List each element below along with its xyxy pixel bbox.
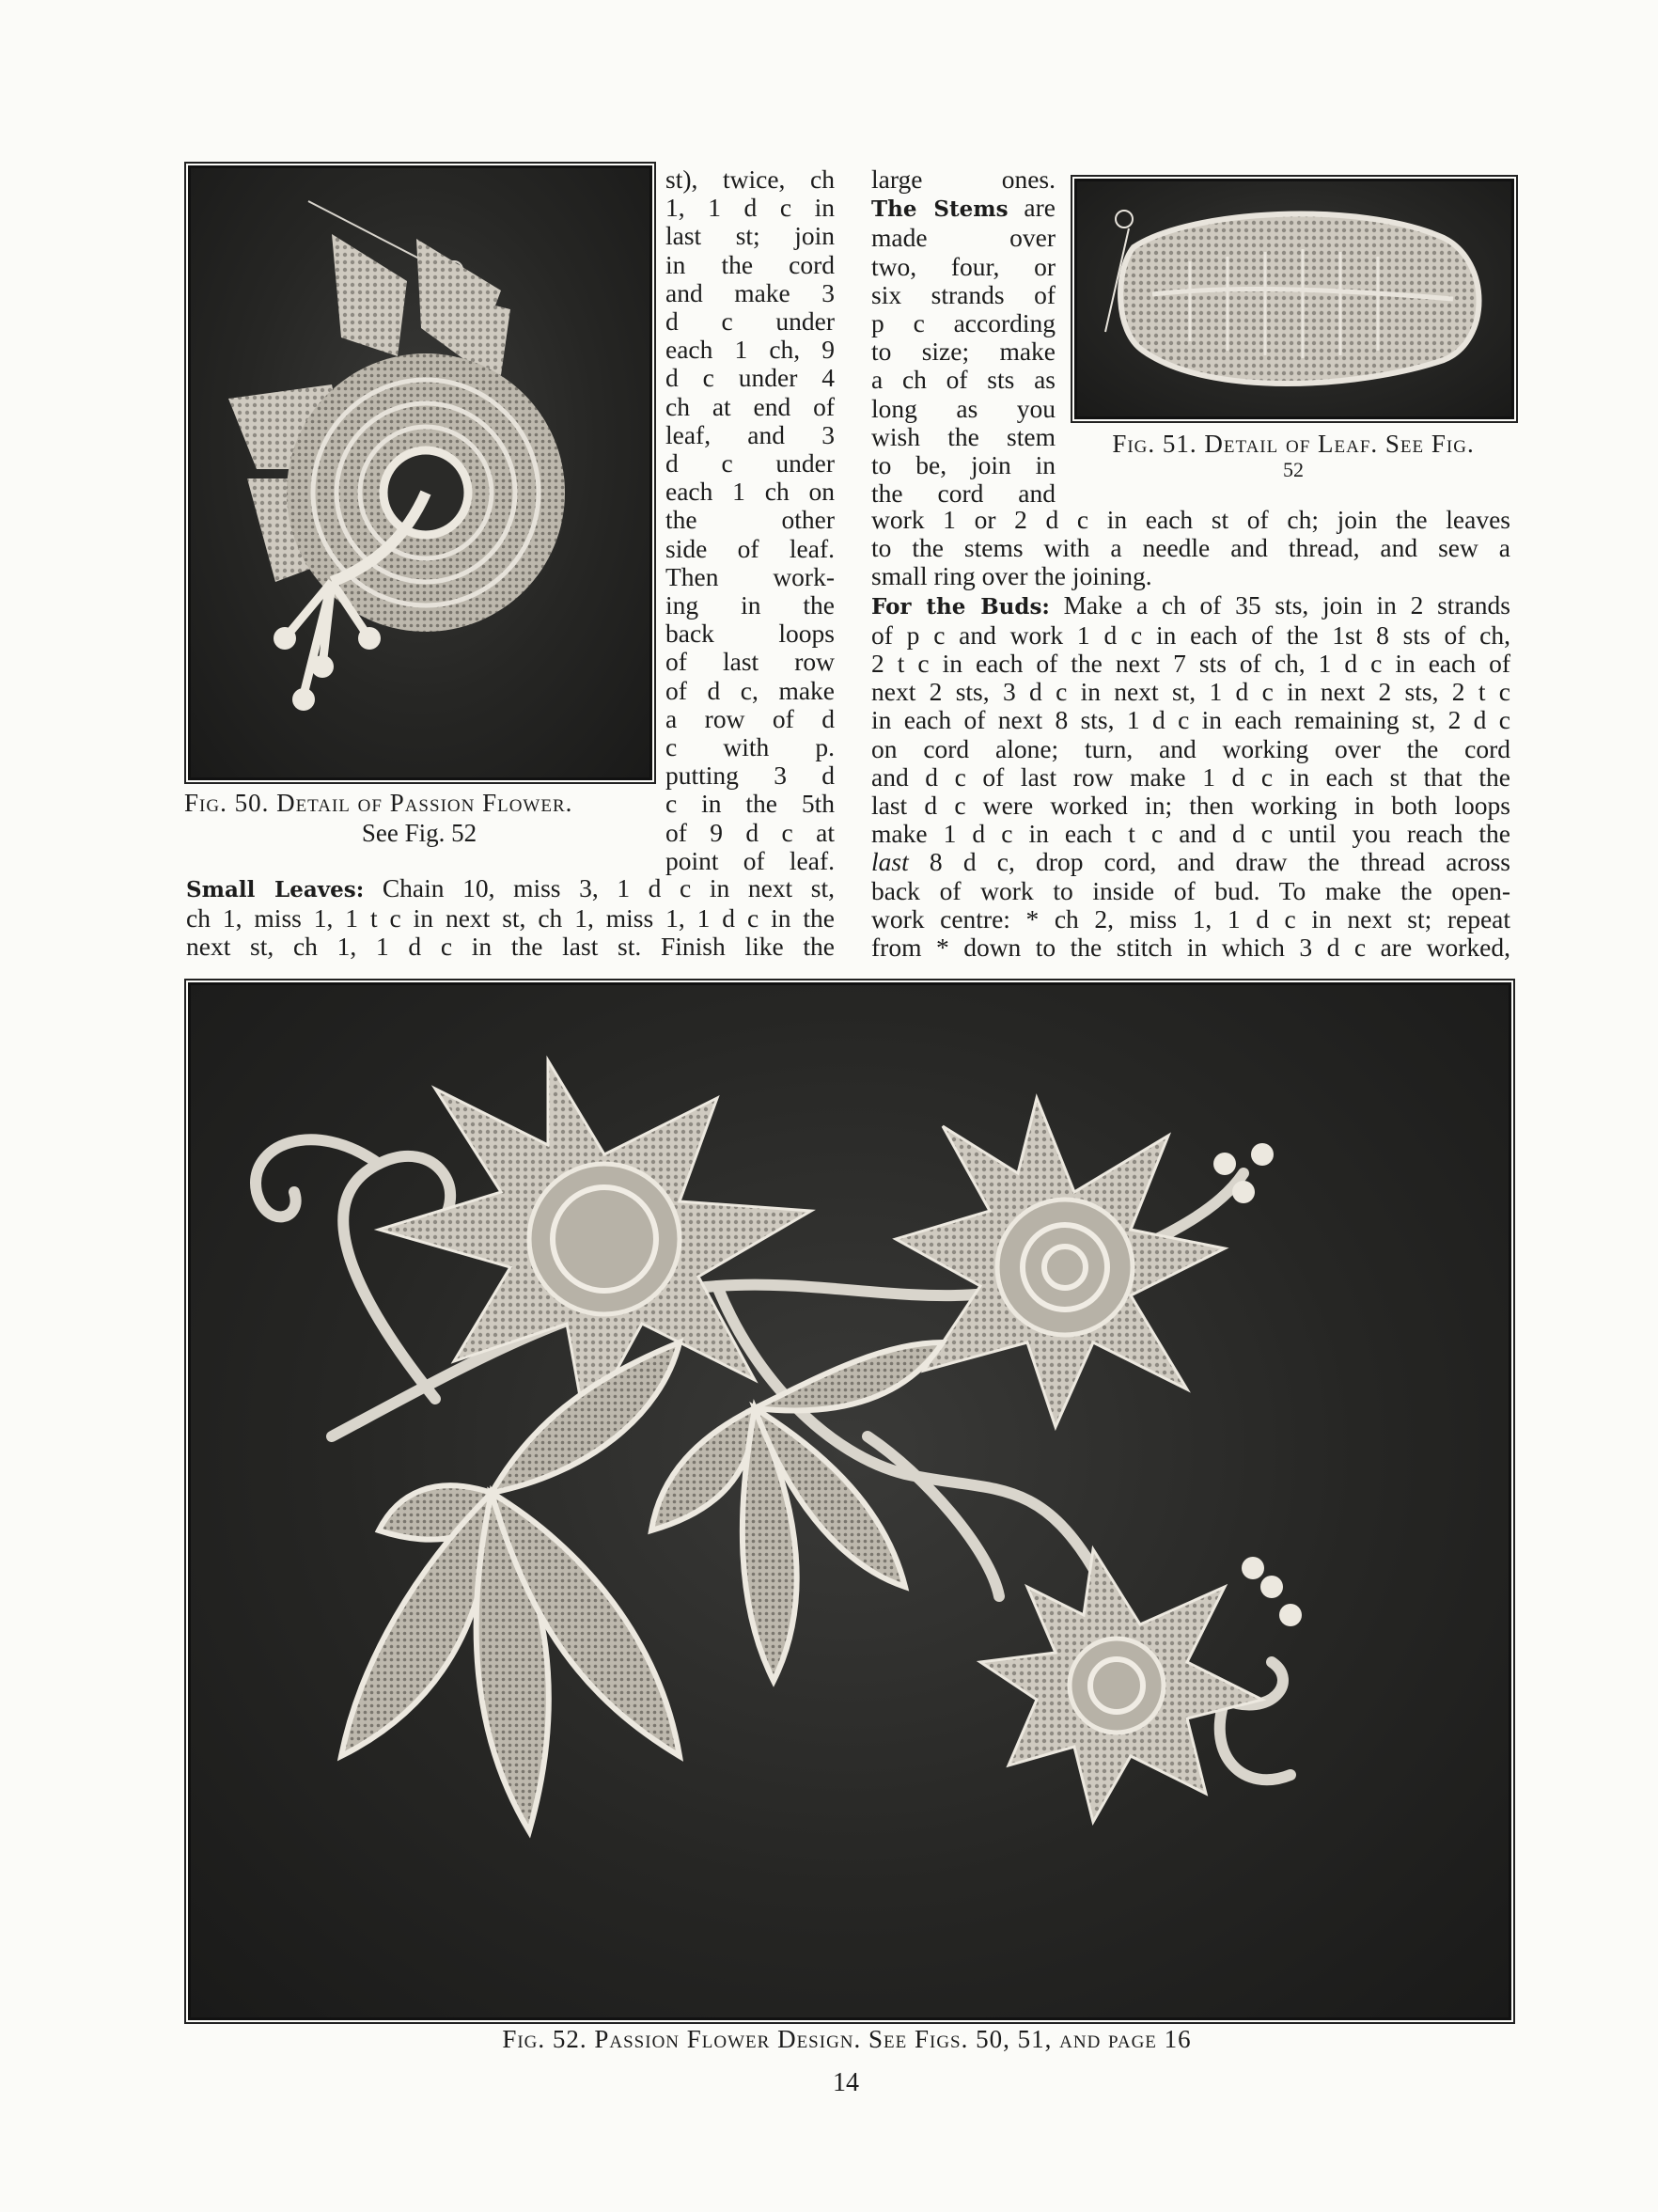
text-line: next 2 sts, 3 d c in next st, 1 d c in next 2 sts, 2 t c [871, 677, 1510, 707]
fig52-caption [188, 2024, 1506, 2054]
text-line: ch at end of [665, 391, 835, 421]
text-line: point of leaf. [665, 845, 835, 875]
middle-column [665, 165, 835, 875]
text-line: 1, 1 d c in [665, 193, 835, 223]
text-line: from * down to the stitch in which 3 d c are worked, [871, 933, 1510, 963]
text-line: leaf, and 3 [665, 419, 835, 449]
text-line: of d c, make [665, 675, 835, 705]
text-line: 2 t c in each of the next 7 sts of ch, 1 d c in each of [871, 649, 1510, 679]
small-leaves-line3: next st, ch 1, 1 d c in the last st. Finish like the [186, 932, 835, 962]
stems-heading: The Stems [871, 196, 1009, 223]
text-line: to the stems with a needle and thread, and sew a [871, 533, 1510, 563]
text-line: each 1 ch, 9 [665, 335, 835, 365]
text-line: work centre: * ch 2, miss 1, 1 d c in next st; repeat [871, 903, 1510, 933]
text-line: last st; join [665, 221, 835, 251]
text-line: p c according [871, 308, 1056, 338]
text-line: made over [871, 223, 1056, 253]
fig50-caption-line1: Fig. 50. Detail of Passion Flower. [184, 789, 573, 817]
buds-line1: Make a ch of 35 sts, join in 2 strands [1063, 589, 1510, 620]
small-leaves-heading: Small Leaves: [186, 877, 365, 902]
text-line: of 9 d c at [665, 817, 835, 847]
text-line: six strands of [871, 279, 1056, 309]
right-column-body [871, 506, 1510, 962]
fig51-photo [1074, 179, 1514, 419]
text-line: ing in the [665, 590, 835, 620]
last-emphasis: last [871, 847, 909, 877]
text-line: on cord alone; turn, and working over the cord [871, 733, 1510, 763]
fig52-caption-text: Fig. 52. Passion Flower Design. See Figs. 50, 51, and page 16 [502, 2025, 1192, 2053]
small-leaves-line2: ch 1, miss 1, 1 t c in next st, ch 1, miss 1, 1 d c in the [186, 903, 835, 933]
text-line: in each of next 8 sts, 1 d c in each remaining st, 2 d c [871, 705, 1510, 735]
fig51-caption-line2: 52 [1283, 458, 1304, 481]
text-line: to be, join in [871, 450, 1056, 480]
text-line [871, 848, 1510, 876]
text-line: d c under [665, 306, 835, 337]
text-line: to size; make [871, 337, 1056, 367]
text-line: the other [665, 505, 835, 535]
text-line: back of work to inside of bud. To make the open- [871, 875, 1510, 905]
text-line: and make 3 [665, 277, 835, 307]
text-line: large ones. [871, 165, 1056, 194]
text-line: side of leaf. [665, 533, 835, 563]
fig50-caption-line2: See Fig. 52 [361, 819, 477, 847]
text-line: and d c of last row make 1 d c in each st that the [871, 761, 1510, 792]
text-line: Then work- [665, 561, 835, 591]
small-leaves-line1: Chain 10, miss 3, 1 d c in next st, [382, 873, 835, 902]
text-line: in the cord [665, 249, 835, 279]
text-line: a row of d [665, 703, 835, 733]
fig52-photo [188, 982, 1511, 2020]
text-line: d c under 4 [665, 363, 835, 393]
text-line: of p c and work 1 d c in each of the 1st 8 sts of ch, [871, 620, 1510, 650]
text-line: a ch of sts as [871, 365, 1056, 395]
text-line: make 1 d c in each t c and d c until you reach the [871, 819, 1510, 849]
fig50-photo [188, 165, 652, 780]
text-line: d c under [665, 448, 835, 478]
text-line [186, 874, 835, 904]
page-number: 14 [833, 2068, 859, 2097]
text-line: The Stems are [871, 193, 1056, 223]
passion-flower-detail-image [191, 168, 649, 777]
right-column-top [871, 165, 1056, 508]
text-line: each 1 ch on [665, 477, 835, 507]
text-line: the cord and [871, 478, 1056, 509]
passion-flower-design-image [191, 985, 1509, 2017]
text-line: of last row [665, 647, 835, 677]
text-line: back loops [665, 619, 835, 649]
text-line [871, 591, 1510, 621]
text-line: wish the stem [871, 421, 1056, 451]
text-line: st), twice, ch [665, 165, 835, 194]
text-line: c in the 5th [665, 789, 835, 819]
fig51-caption-line1: Fig. 51. Detail of Leaf. See Fig. [1112, 430, 1475, 458]
buds-heading: For the Buds: [871, 593, 1050, 620]
text-line: two, four, or [871, 251, 1056, 281]
text-line: c with p. [665, 732, 835, 762]
leaf-detail-image [1077, 181, 1511, 416]
text-line: last d c were worked in; then working in both loops [871, 791, 1510, 821]
text-line: work 1 or 2 d c in each st of ch; join the leaves [871, 505, 1510, 534]
small-leaves-paragraph [186, 874, 835, 962]
text-line: long as you [871, 393, 1056, 423]
buds-last8-line: 8 d c, drop cord, and draw the thread across [929, 847, 1511, 877]
text-line: small ring over the joining. [871, 561, 1152, 591]
text-line: putting 3 d [665, 761, 835, 791]
